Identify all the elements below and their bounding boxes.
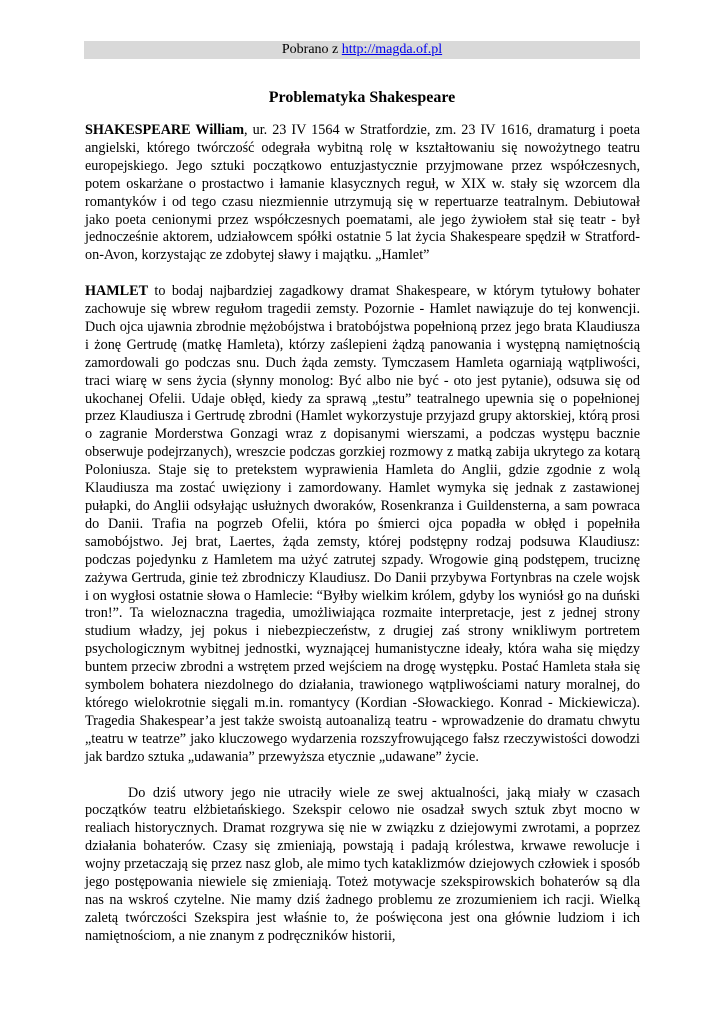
- paragraph-lead-shakespeare: SHAKESPEARE William: [85, 122, 245, 138]
- article-body: [85, 122, 640, 964]
- paragraph-text: Do dziś utwory jego nie utraciły wiele ze swej aktualności, jaką miały w czasach początków teatru elżbietańskiego. Szekspir celowo nie osadzał swych sztuk zbyt mocno w realiach historycznych. Dramat rozgrywa się nie w związku z dziejowymi zwrotami, a poprzez działania bohaterów. Czasy się zmieniają, powstają i padają królestwa, krwawe rewolucje i wojny przetaczają się przez nasz glob, ale mimo tych kataklizmów dziejowych człowiek i sposób jego postępowania niewiele się zmieniają. Toteż motywacje szekspirowskich bohaterów są dla nas na wskroś czytelne. Nie mamy dziś żadnego problemu ze zrozumieniem ich racji. Wielką zaletą twórczości Szekspira jest właśnie to, że poświęcona jest ona głównie ludziom i ich namiętnościom, a nie znanym z podręczników historii,: [85, 784, 640, 944]
- paragraph-text: , ur. 23 IV 1564 w Stratfordzie, zm. 23 IV 1616, dramaturg i poeta angielski, którego twórczość odegrała wybitną rolę w kształtowaniu się nowożytnego teatru europejskiego. Jego sztuki początkowo entuzjastycznie przyjmowane przez współczesnych, potem oskarżane o prostactwo i łamanie klasycznych reguł, w XIX w. stały się wzorcem dla romantyków i od tego czasu niezmiennie utrzymują się w repertuarze teatralnym. Debiutował jako poeta cenionymi przez współczesnych poematami, ale jego żywiołem stał się teatr - był jednocześnie aktorem, udziałowcem spółki ostatnie 5 lat życia Shakespeare spędził w Stratford-on-Avon, korzystając ze zdobytej sławy i majątku. „Hamlet”: [85, 122, 640, 264]
- paragraph-text: to bodaj najbardziej zagadkowy dramat Shakespeare, w którym tytułowy bohater zachowuje się wbrew regułom tragedii zemsty. Pozornie - Hamlet nawiązuje do tej konwencji. Duch ojca ujawnia zbrodnie mężobójstwa i bratobójstwa popełnioną przez jego brata Klaudiusza i żonę Gertrudę (matkę Hamleta), którzy zaślepieni żądzą panowania i występną namiętnością zamordowali go podczas snu. Duch żąda zemsty. Tymczasem Hamleta ogarniają wątpliwości, traci wiarę w sens życia (słynny monolog: Być albo nie być - oto jest pytanie), odsuwa się od ukochanej Ofelii. Udaje obłęd, kiedy za sprawą „testu” teatralnego upewnia się o popełnionej przez Klaudiusza i Gertrudę zbrodni (Hamlet wykorzystuje przyjazd grupy aktorskiej, którą prosi o zagranie Morderstwa Gonzagi wraz z dopisanymi wierszami, a podczas występu bacznie obserwuje podejrzanych), wreszcie podczas gorzkiej rozmowy z matką zabija ukrytego za kotarą Poloniusza. Staje się to pretekstem wyprawienia Hamleta do Anglii, gdzie zgodnie z wolą Klaudiusza ma zostać uwięziony i zamordowany. Hamlet wymyka się jednak z zastawionej pułapki, do Anglii odsyłając usłużnych dworaków, Rosenkranza i Guildensterna, a sam powraca do Danii. Trafia na pogrzeb Ofelii, która po śmierci ojca popadła w obłęd i popełniła samobójstwo. Jej brat, Laertes, żąda zemsty, której podstępny rodzaj podsuwa Klaudiusz: podczas pojedynku z Hamletem ma użyć zatrutej szpady. Wrogowie giną podstępem, truciznę zażywa Gertruda, ginie też zbrodniczy Klaudiusz. Do Danii przybywa Fortynbras na czele wojsk i on wygłosi ostatnie słowa o Hamlecie: “Byłby wielkim królem, gdyby los wyniósł go na duński tron!”. Ta wieloznaczna tragedia, umożliwiająca rozmaite interpretacje, jest z jednej strony studium władzy, jej pokus i niebezpieczeństw, z drugiej zaś strony wnikliwym portretem psychologicznym wybitnej jednostki, wyznającej humanistyczne ideały, która waha się między buntem przeciw zbrodni a wstrętem przed wejściem na drogę występku. Postać Hamleta stała się symbolem bohatera niezdolnego do działania, trawionego wątpliwościami natury moralnej, do którego wielokrotnie sięgali m.in. romantycy (Kordian -Słowackiego. Konrad - Mickiewicza). Tragedia Shakespear’a jest także swoistą autoanalizą teatru - wprowadzenie do dramatu chwytu „teatru w teatrze” jako kluczowego wydarzenia rozszyfrowującego fałsz rzeczywistości dowodzi jak bardzo sztuka „udawania” przewyższa etycznie „udawane” życie.: [85, 283, 640, 765]
- paragraph-shakespeare-bio: [85, 122, 640, 265]
- page-title: Problematyka Shakespeare: [268, 89, 456, 106]
- header-prefix: Pobrano z: [281, 42, 342, 57]
- source-link[interactable]: http://magda.of.pl: [341, 42, 443, 57]
- paragraph-relevance: [85, 785, 640, 946]
- paragraph-hamlet: [85, 283, 640, 766]
- paragraph-lead-hamlet: HAMLET: [85, 283, 149, 300]
- download-source-header: [84, 41, 640, 59]
